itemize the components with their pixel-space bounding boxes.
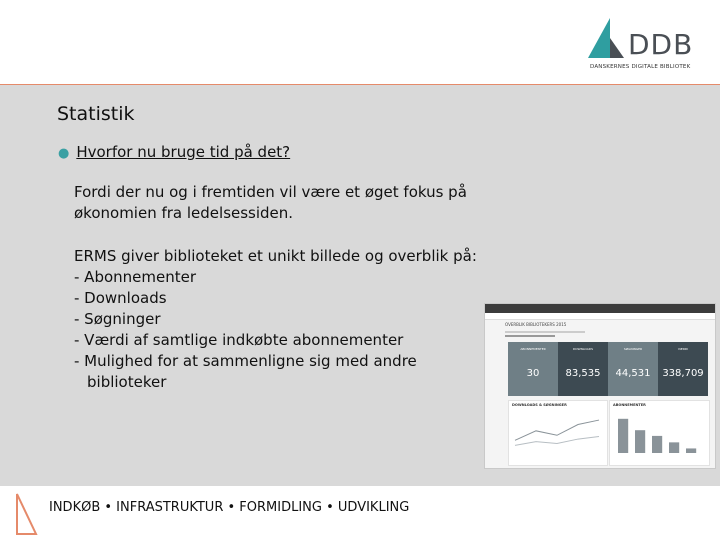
paragraph-reason: Fordi der nu og i fremtiden vil være et øget fokus på økonomien fra ledelsessiden. bbox=[74, 183, 467, 222]
dashboard-title: OVERBLIK BIBLIOTEKERS 2015 bbox=[505, 322, 567, 327]
kpi-tile bbox=[608, 342, 658, 396]
list-item-continuation: biblioteker bbox=[87, 373, 167, 391]
slide-header bbox=[0, 0, 720, 84]
list-item: - Værdi af samtlige indkøbte abonnementer bbox=[74, 331, 404, 349]
paragraph-erms: ERMS giver biblioteket et unikt billede og overblik på: bbox=[74, 247, 477, 265]
line-series bbox=[515, 437, 599, 446]
subscriptions-panel bbox=[609, 400, 710, 466]
slide-title: Statistik bbox=[57, 103, 135, 125]
bar bbox=[635, 430, 645, 453]
dashboard-line bbox=[505, 331, 585, 333]
logo-wordmark: DDB bbox=[628, 28, 694, 61]
bullet-dot-icon: ● bbox=[58, 146, 70, 161]
kpi-tile bbox=[508, 342, 558, 396]
ddb-logo-mark-icon bbox=[588, 18, 628, 62]
bar bbox=[652, 436, 662, 453]
bullet-point bbox=[58, 143, 290, 161]
panel-title: DOWNLOADS & SØGNINGER bbox=[512, 403, 567, 407]
kpi-value: 83,535 bbox=[565, 368, 601, 379]
slide-content bbox=[0, 85, 720, 486]
line-series bbox=[515, 420, 599, 440]
list-item: - Søgninger bbox=[74, 310, 161, 328]
list-item: - Mulighed for at sammenligne sig med andre bbox=[74, 352, 417, 370]
kpi-value: 338,709 bbox=[662, 368, 704, 379]
kpi-label: DOWNLOADS bbox=[572, 347, 594, 351]
kpi-value: 44,531 bbox=[615, 368, 651, 379]
kpi-label: SØGNINGER bbox=[623, 347, 643, 351]
kpi-row bbox=[508, 342, 708, 396]
dashboard-topbar bbox=[485, 304, 715, 313]
list-item: - Abonnementer bbox=[74, 268, 197, 286]
bar bbox=[686, 448, 696, 453]
bullet-text: Hvorfor nu bruge tid på det? bbox=[76, 143, 291, 161]
footer-triangle-icon bbox=[14, 492, 40, 536]
dashboard-button bbox=[505, 335, 555, 337]
downloads-line-chart bbox=[509, 409, 605, 459]
kpi-tile bbox=[658, 342, 708, 396]
bar bbox=[618, 419, 628, 453]
kpi-tile bbox=[558, 342, 608, 396]
kpi-label: ABONNEMENTER bbox=[520, 347, 546, 351]
list-item: - Downloads bbox=[74, 289, 167, 307]
slide-footer bbox=[0, 486, 720, 540]
footer-text: INDKØB • INFRASTRUKTUR • FORMIDLING • UDVIKLING bbox=[49, 500, 410, 515]
feature-list bbox=[74, 267, 417, 393]
downloads-panel bbox=[508, 400, 608, 466]
kpi-value: 30 bbox=[526, 368, 540, 379]
logo-subtitle: DANSKERNES DIGITALE BIBLIOTEK bbox=[590, 64, 691, 70]
erms-dashboard-screenshot bbox=[484, 303, 716, 469]
panel-title: ABONNEMENTER bbox=[613, 403, 646, 407]
bar bbox=[669, 442, 679, 453]
kpi-label: VÆRDI bbox=[677, 347, 689, 351]
subscriptions-bar-chart bbox=[610, 409, 707, 459]
dashboard-subbar bbox=[485, 313, 715, 320]
ddb-logo bbox=[588, 18, 706, 74]
